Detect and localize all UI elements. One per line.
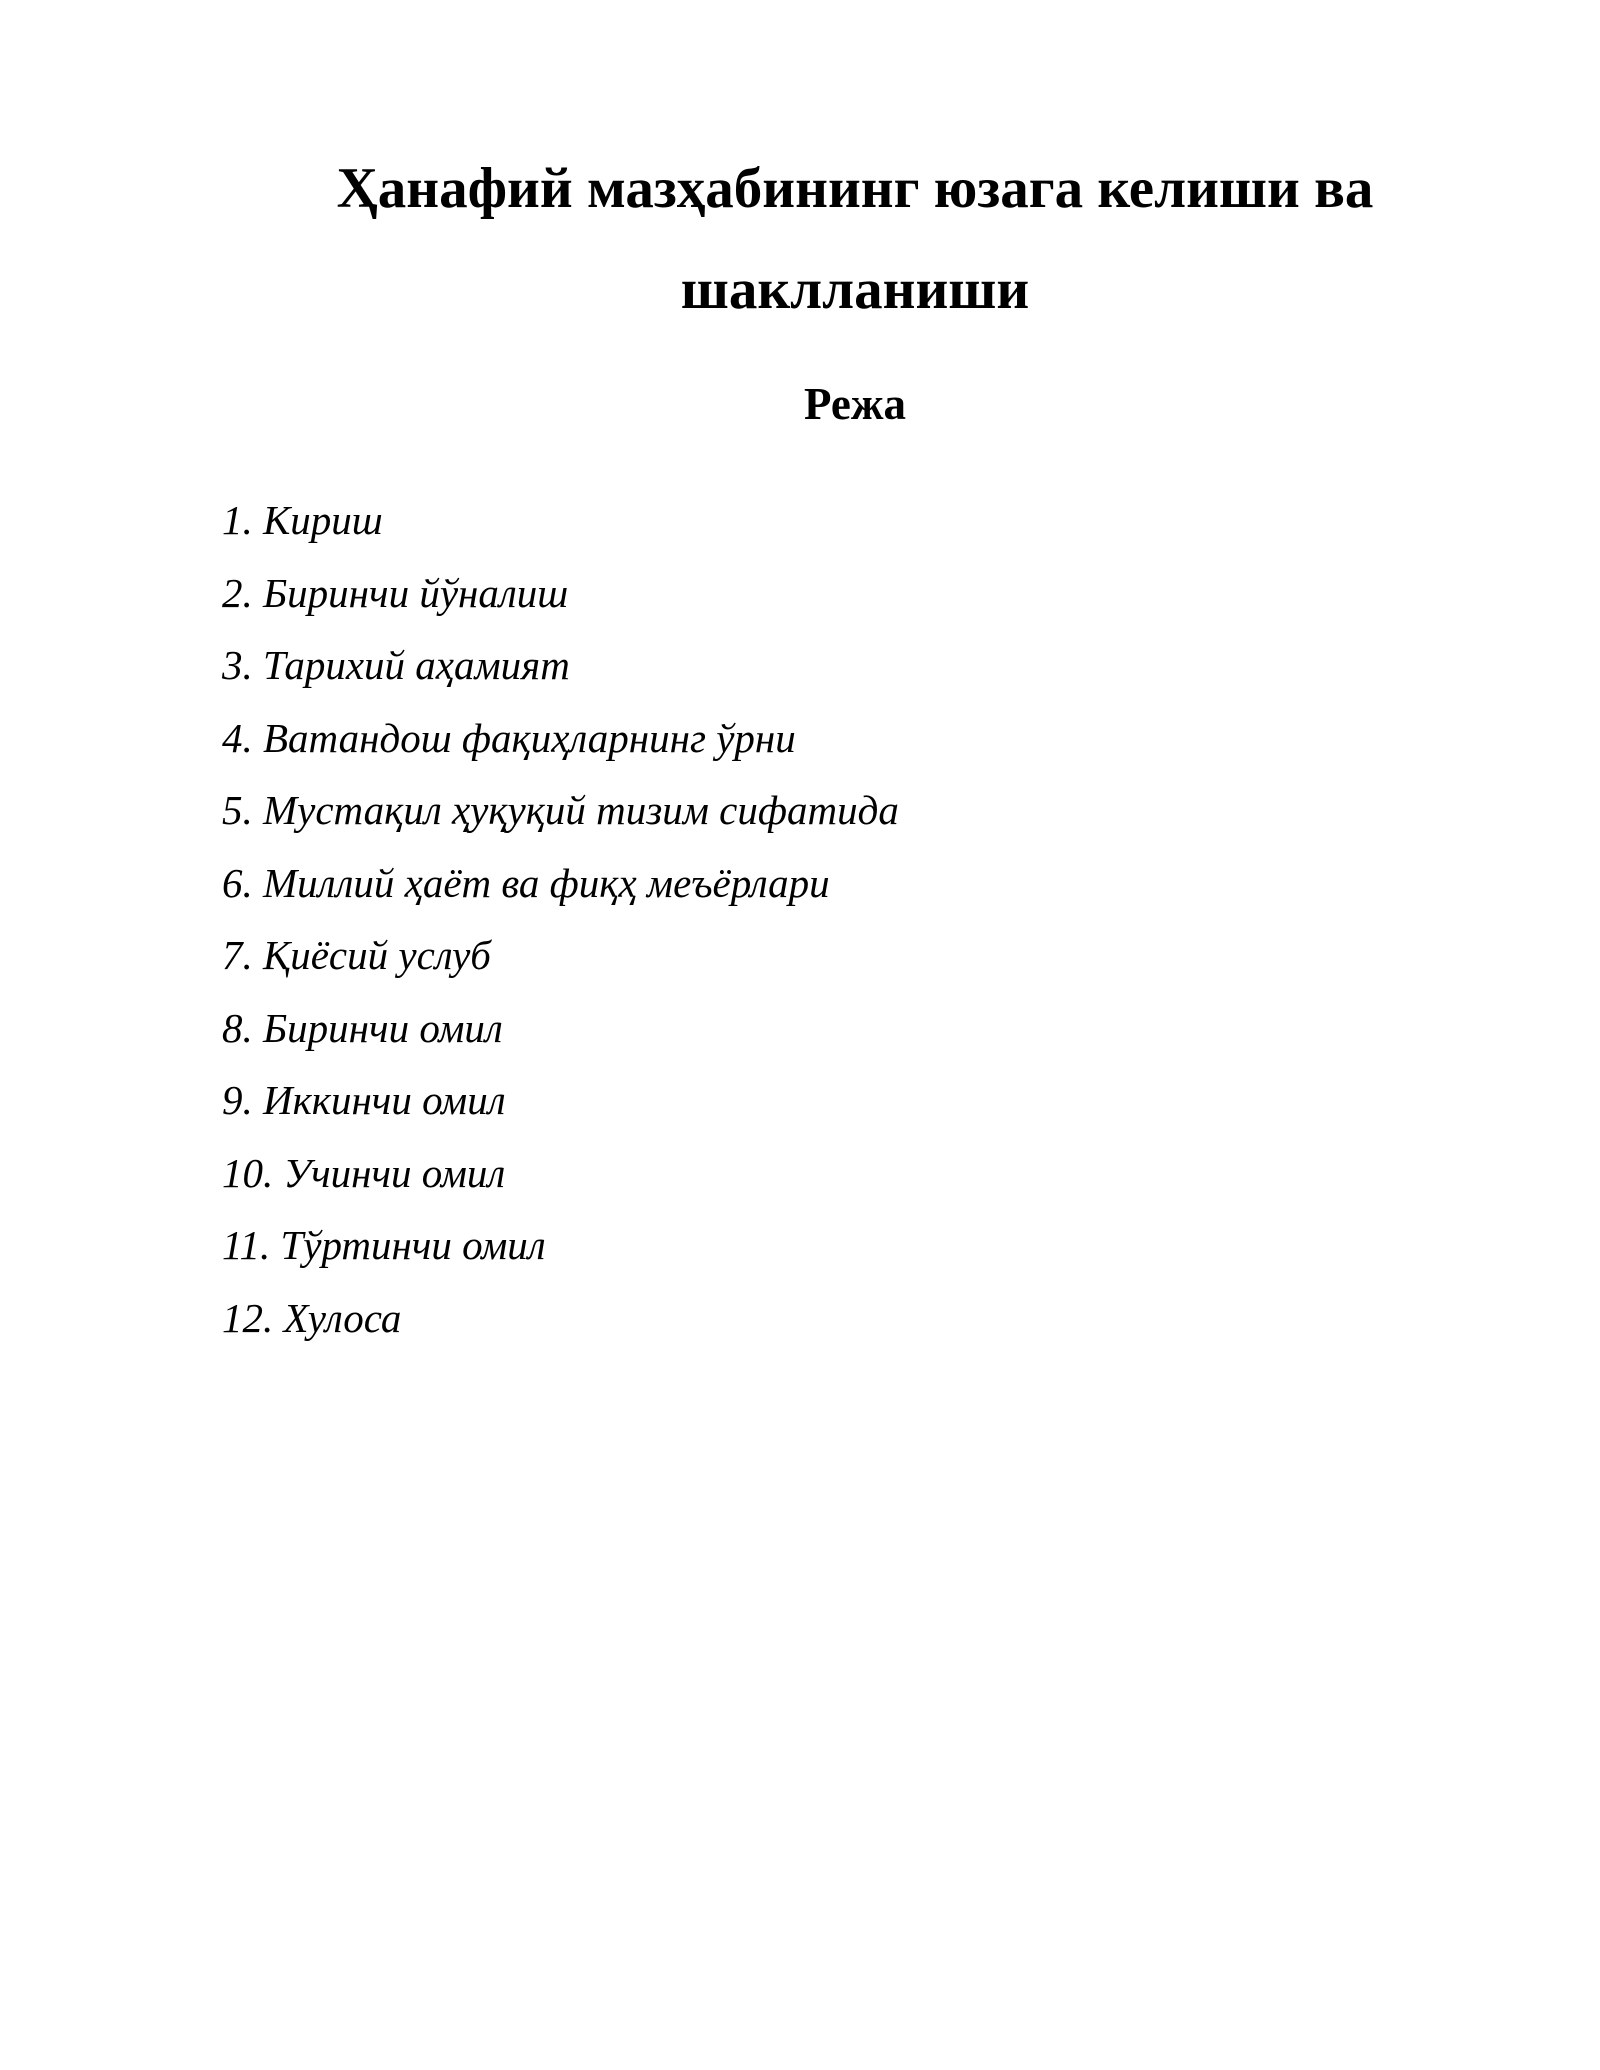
document-title: Ҳанафий мазҳабининг юзага келиши ва шаклланиши xyxy=(336,157,1374,321)
plan-list xyxy=(222,484,1422,1354)
plan-item: 1. Кириш xyxy=(222,497,383,543)
plan-item: 9. Иккинчи омил xyxy=(222,1077,506,1123)
plan-heading: Режа xyxy=(804,379,906,429)
plan-item: 10. Учинчи омил xyxy=(222,1149,506,1196)
plan-item: 11. Тўртинчи омил xyxy=(222,1222,546,1268)
plan-item: 2. Биринчи йўналиш xyxy=(222,569,569,616)
plan-item: 8. Биринчи омил xyxy=(222,1004,503,1051)
plan-item: 5. Мустақил ҳуқуқий тизим сифатида xyxy=(222,787,899,833)
plan-item: 12. Хулоса xyxy=(222,1294,402,1341)
plan-item: 3. Тарихий аҳамият xyxy=(222,642,570,688)
plan-item: 4. Ватандош фақиҳларнинг ўрни xyxy=(222,714,796,761)
plan-item: 6. Миллий ҳаёт ва фиқҳ меъёрлари xyxy=(222,859,830,906)
plan-item: 7. Қиёсий услуб xyxy=(222,932,491,978)
